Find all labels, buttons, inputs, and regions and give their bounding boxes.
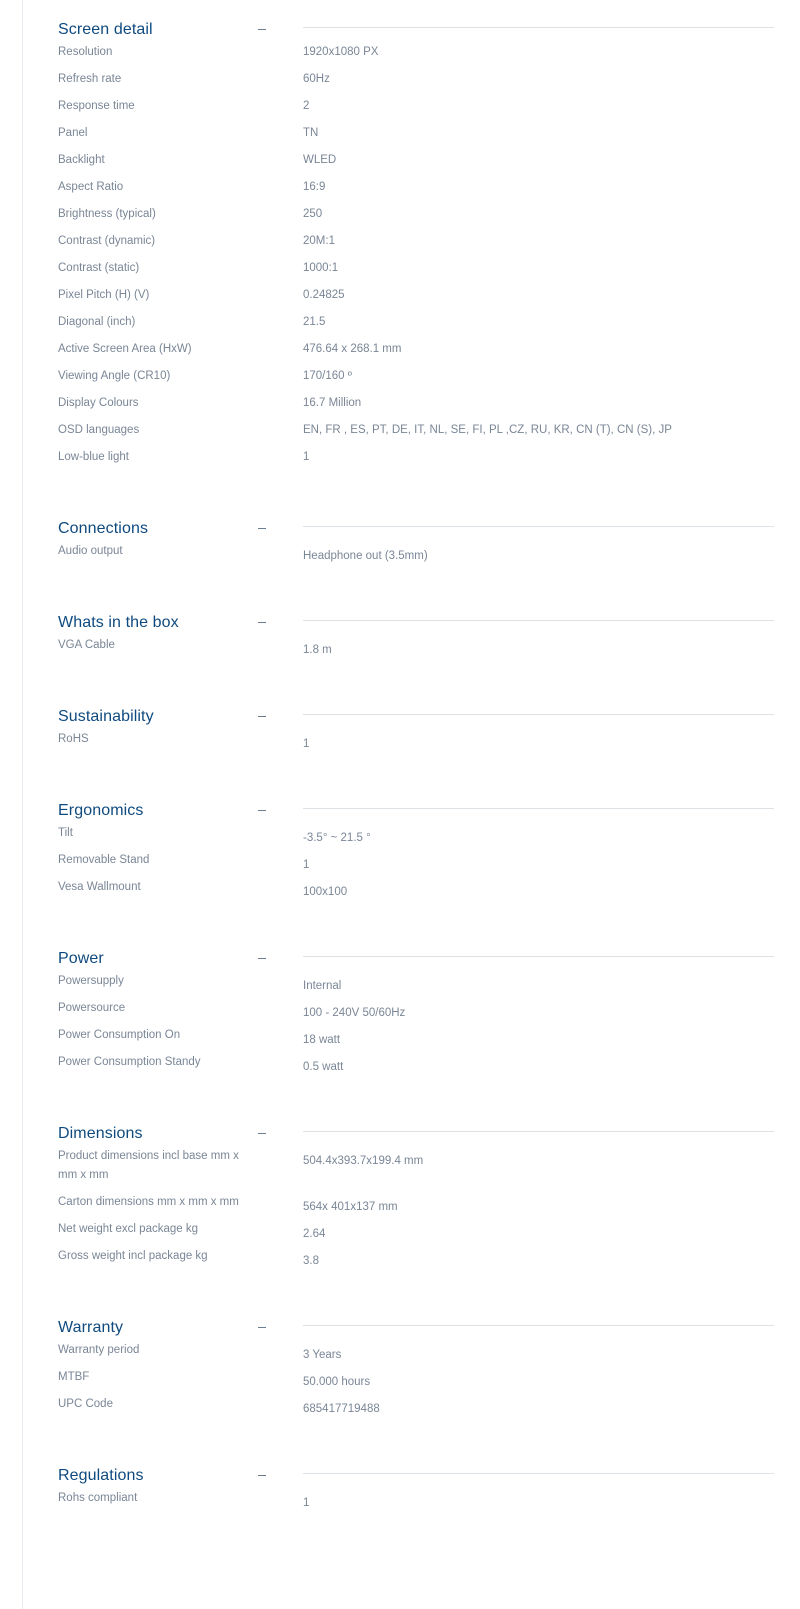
section-divider (303, 1325, 774, 1326)
spec-value: 1 (303, 859, 310, 871)
section-divider (303, 1473, 774, 1474)
spec-row (58, 878, 774, 910)
spec-label: Low-blue light (58, 451, 129, 463)
spec-label: Active Screen Area (HxW) (58, 343, 192, 355)
spec-value: 2 (303, 100, 310, 112)
spec-value: TN (303, 127, 319, 139)
spec-label: Brightness (typical) (58, 208, 156, 220)
spec-label: Vesa Wallmount (58, 881, 141, 893)
spec-section-whats-in-the-box (58, 593, 774, 668)
spec-rows (58, 636, 774, 668)
minus-icon (258, 958, 266, 959)
section-divider (303, 714, 774, 715)
section-header[interactable] (58, 929, 774, 977)
spec-value: 2.64 (303, 1228, 326, 1240)
spec-value: 16:9 (303, 181, 326, 193)
spec-row (58, 730, 774, 762)
spec-value: 1 (303, 738, 310, 750)
spec-label: Contrast (dynamic) (58, 235, 156, 247)
section-title[interactable]: Whats in the box (58, 614, 179, 631)
spec-value: 476.64 x 268.1 mm (303, 343, 402, 355)
section-title[interactable]: Dimensions (58, 1125, 143, 1142)
spec-label: Power Consumption Standy (58, 1056, 201, 1068)
section-title[interactable]: Connections (58, 520, 149, 537)
section-title[interactable]: Screen detail (58, 21, 153, 38)
collapse-minus-icon[interactable] (256, 613, 270, 627)
spec-section-power (58, 929, 774, 1085)
minus-icon (258, 622, 266, 623)
spec-value: 60Hz (303, 73, 330, 85)
spec-label: UPC Code (58, 1398, 113, 1410)
section-header[interactable] (58, 0, 774, 48)
section-title[interactable]: Ergonomics (58, 802, 144, 819)
spec-rows (58, 43, 774, 480)
spec-label: Power Consumption On (58, 1029, 181, 1041)
section-divider (303, 620, 774, 621)
collapse-minus-icon[interactable] (256, 801, 270, 815)
spec-label: Product dimensions incl base mm x mm x mm (58, 1150, 239, 1181)
spec-label: Audio output (58, 545, 123, 557)
section-divider (303, 1131, 774, 1132)
section-header[interactable] (58, 1446, 774, 1494)
spec-value: 564x 401x137 mm (303, 1201, 398, 1213)
spec-value: 100 - 240V 50/60Hz (303, 1007, 406, 1019)
section-header[interactable] (58, 687, 774, 735)
spec-value: 250 (303, 208, 323, 220)
spec-section-regulations (58, 1446, 774, 1521)
spec-section-dimensions (58, 1104, 774, 1279)
collapse-minus-icon[interactable] (256, 1124, 270, 1138)
spec-value: 0.24825 (303, 289, 345, 301)
spec-rows (58, 542, 774, 574)
spec-value: 100x100 (303, 886, 348, 898)
spec-label: RoHS (58, 733, 89, 745)
spec-value: 0.5 watt (303, 1061, 344, 1073)
spec-label: Panel (58, 127, 88, 139)
spec-label: Resolution (58, 46, 113, 58)
spec-rows (58, 972, 774, 1085)
minus-icon (258, 810, 266, 811)
section-header[interactable] (58, 781, 774, 829)
minus-icon (258, 528, 266, 529)
spec-label: VGA Cable (58, 639, 115, 651)
section-title[interactable]: Sustainability (58, 708, 154, 725)
spec-value: -3.5° ~ 21.5 ° (303, 832, 371, 844)
spec-value: 20M:1 (303, 235, 335, 247)
spec-row (58, 1395, 774, 1427)
spec-value: 16.7 Million (303, 397, 362, 409)
spec-label: Viewing Angle (CR10) (58, 370, 171, 382)
spec-label: Powersupply (58, 975, 124, 987)
spec-section-connections (58, 499, 774, 574)
minus-icon (258, 1133, 266, 1134)
spec-label: Display Colours (58, 397, 139, 409)
section-divider (303, 956, 774, 957)
minus-icon (258, 1475, 266, 1476)
minus-icon (258, 29, 266, 30)
spec-value: Headphone out (3.5mm) (303, 550, 428, 562)
spec-label: Powersource (58, 1002, 126, 1014)
section-header[interactable] (58, 499, 774, 547)
spec-row (58, 1147, 774, 1198)
spec-section-sustainability (58, 687, 774, 762)
section-header[interactable] (58, 593, 774, 641)
spec-value: WLED (303, 154, 337, 166)
spec-value: 1 (303, 451, 310, 463)
collapse-minus-icon[interactable] (256, 1466, 270, 1480)
spec-value: 1.8 m (303, 644, 332, 656)
section-divider (303, 808, 774, 809)
section-header[interactable] (58, 1104, 774, 1152)
spec-label: Pixel Pitch (H) (V) (58, 289, 150, 301)
spec-value: 170/160 º (303, 370, 352, 382)
spec-label: Warranty period (58, 1344, 140, 1356)
spec-label: Contrast (static) (58, 262, 140, 274)
section-header[interactable] (58, 1298, 774, 1346)
section-title[interactable]: Warranty (58, 1319, 124, 1336)
section-title[interactable]: Power (58, 950, 104, 967)
spec-sheet (58, 0, 774, 1540)
spec-value: 685417719488 (303, 1403, 380, 1415)
spec-label: Net weight excl package kg (58, 1223, 198, 1235)
spec-row (58, 1489, 774, 1521)
spec-section-screen-detail (58, 0, 774, 480)
spec-label: Backlight (58, 154, 105, 166)
spec-label: Carton dimensions mm x mm x mm (58, 1196, 239, 1208)
spec-label: Diagonal (inch) (58, 316, 136, 328)
spec-label: Refresh rate (58, 73, 122, 85)
spec-value: 18 watt (303, 1034, 341, 1046)
spec-rows (58, 1341, 774, 1427)
spec-section-ergonomics (58, 781, 774, 910)
spec-label: Removable Stand (58, 854, 150, 866)
section-title[interactable]: Regulations (58, 1467, 144, 1484)
section-divider (303, 27, 774, 28)
spec-row (58, 1247, 774, 1279)
spec-value: 1 (303, 1497, 310, 1509)
spec-label: Response time (58, 100, 135, 112)
spec-label: OSD languages (58, 424, 140, 436)
spec-label: Rohs compliant (58, 1492, 138, 1504)
spec-value: 21.5 (303, 316, 326, 328)
spec-label: Tilt (58, 827, 73, 839)
spec-rows (58, 730, 774, 762)
collapse-minus-icon[interactable] (256, 1318, 270, 1332)
spec-label: Gross weight incl package kg (58, 1250, 208, 1262)
spec-value: Internal (303, 980, 342, 992)
spec-value: 3 Years (303, 1349, 342, 1361)
collapse-minus-icon[interactable] (256, 519, 270, 533)
spec-row (58, 636, 774, 668)
spec-label: Aspect Ratio (58, 181, 124, 193)
spec-value: EN, FR , ES, PT, DE, IT, NL, SE, FI, PL ,CZ, RU, KR, CN (T), CN (S), JP (303, 424, 672, 436)
spec-rows (58, 1147, 774, 1279)
spec-rows (58, 1489, 774, 1521)
collapse-minus-icon[interactable] (256, 707, 270, 721)
spec-section-warranty (58, 1298, 774, 1427)
spec-rows (58, 824, 774, 910)
spec-row (58, 448, 774, 480)
collapse-minus-icon[interactable] (256, 949, 270, 963)
page-left-border (22, 0, 23, 1609)
spec-value: 1000:1 (303, 262, 339, 274)
spec-row (58, 1053, 774, 1085)
spec-value: 1920x1080 PX (303, 46, 379, 58)
spec-value: 50.000 hours (303, 1376, 371, 1388)
spec-label: MTBF (58, 1371, 90, 1383)
spec-value: 504.4x393.7x199.4 mm (303, 1155, 424, 1167)
collapse-minus-icon[interactable] (256, 20, 270, 34)
minus-icon (258, 716, 266, 717)
spec-row (58, 542, 774, 574)
section-divider (303, 526, 774, 527)
minus-icon (258, 1327, 266, 1328)
spec-value: 3.8 (303, 1255, 319, 1267)
